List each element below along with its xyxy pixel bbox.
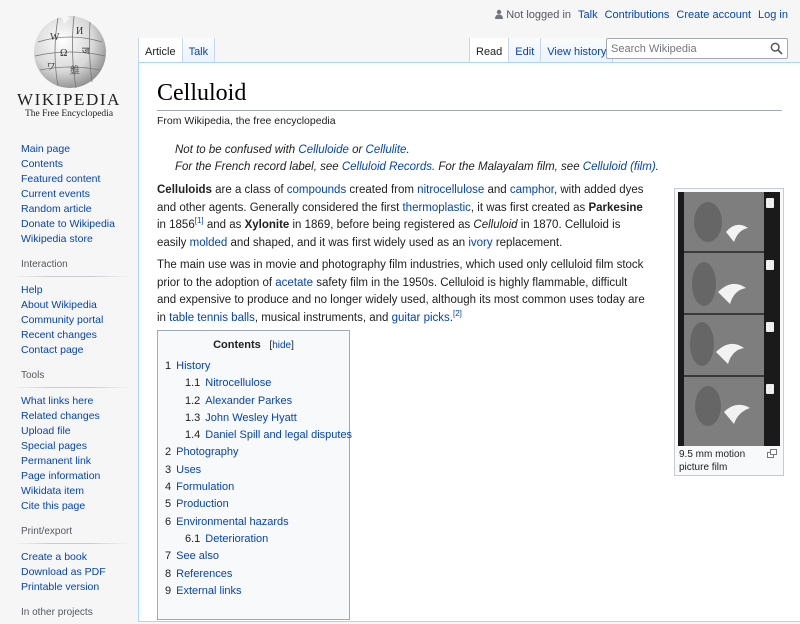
hatnote-text: . <box>406 144 410 156</box>
tab-edit-label[interactable]: Edit <box>515 46 535 58</box>
toc-item-link[interactable]: History <box>176 360 211 372</box>
page-title: Celluloid <box>157 79 782 111</box>
text: in 1869, before being registered as <box>289 219 474 231</box>
tab-edit[interactable] <box>509 38 541 63</box>
tab-article[interactable] <box>138 38 183 63</box>
not-logged-in-label: Not logged in <box>506 9 572 21</box>
paragraph-intro <box>157 182 647 252</box>
sidebar-heading-other-projects: In other projects <box>21 607 93 618</box>
sidebar-item-what-links-here[interactable]: What links here <box>21 395 94 407</box>
toc-item-link[interactable]: Deterioration <box>205 532 269 545</box>
link-ivory[interactable]: ivory <box>468 236 493 249</box>
tab-view-history-label[interactable]: View history <box>547 46 607 58</box>
sidebar-item-store[interactable]: Wikipedia store <box>21 233 93 245</box>
sidebar-item-wikidata-item[interactable]: Wikidata item <box>21 485 85 497</box>
thumbnail-caption: 9.5 mm motion picture film <box>679 449 746 473</box>
user-icon <box>494 9 504 19</box>
toc-list <box>165 358 352 600</box>
text: , musical instruments, and <box>254 311 392 324</box>
toc-item[interactable] <box>165 479 352 496</box>
sidebar-divider <box>12 276 130 277</box>
link-thermoplastic[interactable]: thermoplastic <box>402 201 471 214</box>
toc-item-number: 1.3 <box>185 411 201 424</box>
tab-read-label: Read <box>476 46 503 58</box>
sidebar-item-main-page[interactable]: Main page <box>21 143 71 155</box>
toc-hide-link[interactable]: hide <box>272 340 292 351</box>
toc-item[interactable] <box>165 548 352 565</box>
sidebar-heading-interaction: Interaction <box>21 259 68 270</box>
sidebar-item-page-information[interactable]: Page information <box>21 470 101 482</box>
personal-tools <box>494 8 788 21</box>
toc-item[interactable] <box>165 410 352 427</box>
wikipedia-logo[interactable] <box>0 0 138 128</box>
film-strip-image[interactable] <box>678 192 780 446</box>
sidebar-item-random-article[interactable]: Random article <box>21 203 92 215</box>
sidebar-item-cite-this-page[interactable]: Cite this page <box>21 500 86 512</box>
text: are a class of <box>211 184 287 196</box>
bold-term: Parkesine <box>588 201 643 214</box>
sidebar-interaction <box>0 259 138 358</box>
tab-talk[interactable] <box>183 38 216 63</box>
sidebar-tools <box>0 370 138 514</box>
toc-item-number: 7 <box>165 550 172 563</box>
toc-title <box>158 339 349 351</box>
bold-term: Celluloids <box>157 184 212 196</box>
sidebar-item-current-events[interactable]: Current events <box>21 188 90 200</box>
sidebar-item-printable-version[interactable]: Printable version <box>21 581 100 593</box>
sidebar-item-donate[interactable]: Donate to Wikipedia <box>21 218 115 230</box>
hatnote-text: Not to be confused with <box>175 144 299 156</box>
toc-item-link[interactable]: John Wesley Hyatt <box>205 411 297 424</box>
bold-term: Xylonite <box>244 219 290 231</box>
text: replacement. <box>492 236 563 249</box>
tab-view-history[interactable] <box>541 38 613 63</box>
sidebar-item-related-changes[interactable]: Related changes <box>21 410 100 422</box>
hatnote-text: . <box>655 161 659 173</box>
login-link[interactable]: Log in <box>758 8 788 21</box>
namespace-tabs <box>138 38 215 63</box>
toc-toggle[interactable]: [hide] <box>263 340 294 351</box>
link-acetate[interactable]: acetate <box>275 276 314 289</box>
text: created from <box>346 184 418 196</box>
svg-text:ज: ज <box>82 46 90 57</box>
hatnote-other-uses <box>175 161 659 173</box>
sidebar-print-export <box>0 526 138 595</box>
text: safety film in the 1950s. Celluloid is highly flammable, difficult and expensive to produce and no longer widely used, although its most common uses today are in <box>157 276 645 324</box>
sidebar-item-contact-page[interactable]: Contact page <box>21 344 84 356</box>
sidebar-divider <box>12 543 130 544</box>
magnify-icon[interactable] <box>767 449 778 458</box>
site-subtitle: From Wikipedia, the free encyclopedia <box>157 115 336 127</box>
toc-item[interactable] <box>165 375 352 392</box>
svg-text:W: W <box>50 32 60 43</box>
text: , with added dyes and other agents. Generally considered the first <box>157 184 644 214</box>
sidebar-item-special-pages[interactable]: Special pages <box>21 440 87 452</box>
link-guitar-picks[interactable]: guitar picks <box>391 311 450 324</box>
search-box[interactable] <box>606 38 788 59</box>
text: and as <box>203 219 245 231</box>
sidebar-heading-print-export: Print/export <box>21 526 73 537</box>
article-content <box>138 62 800 622</box>
text: in 1856 <box>157 219 195 231</box>
toc-item-number: 6.1 <box>185 532 201 545</box>
toc-item[interactable] <box>165 566 352 583</box>
link-camphor[interactable]: camphor <box>509 184 554 196</box>
text: and <box>484 184 510 196</box>
sidebar-item-create-book[interactable]: Create a book <box>21 551 87 563</box>
toc-item[interactable] <box>165 531 352 548</box>
toc-item-link[interactable]: Uses <box>176 463 202 476</box>
toc-item-link[interactable]: References <box>176 567 233 580</box>
link-compounds[interactable]: compounds <box>286 184 347 196</box>
toc-item[interactable] <box>165 583 352 600</box>
tab-read[interactable] <box>469 38 509 63</box>
toc-item-number: 1 <box>165 360 172 372</box>
svg-text:И: И <box>76 26 84 37</box>
toc-item-number: 1.1 <box>185 377 201 390</box>
text: , it was first created as <box>470 201 589 214</box>
toc-item-number: 6 <box>165 515 172 528</box>
toc-item-number: 1.2 <box>185 394 201 407</box>
citation-ref-2[interactable]: [2] <box>452 308 462 318</box>
toc-item-link[interactable]: External links <box>176 584 242 597</box>
toc-item[interactable] <box>165 358 352 375</box>
create-account-link[interactable]: Create account <box>676 8 752 21</box>
wikipedia-tagline: The Free Encyclopedia <box>24 109 114 119</box>
not-logged-in-status <box>494 8 571 21</box>
thumbnail <box>674 188 784 476</box>
sidebar-item-recent-changes[interactable]: Recent changes <box>21 329 97 341</box>
hatnote-text: For the French record label, see <box>175 161 342 173</box>
toc-item-number: 9 <box>165 584 172 597</box>
toc-item-link[interactable]: Nitrocellulose <box>205 377 272 390</box>
sidebar-item-download-pdf[interactable]: Download as PDF <box>21 566 106 578</box>
view-tabs <box>469 38 613 63</box>
toc-item[interactable] <box>165 514 352 531</box>
citation-ref-1[interactable]: [1] <box>194 216 204 226</box>
link-molded[interactable]: molded <box>189 236 228 249</box>
toc-item-link[interactable]: Daniel Spill and legal disputes <box>205 429 353 442</box>
sidebar-navigation <box>0 142 138 247</box>
toc-item-link[interactable]: See also <box>176 550 219 563</box>
toc-item-number: 4 <box>165 481 172 494</box>
toc-item-number: 2 <box>165 446 172 459</box>
tab-talk-label[interactable]: Talk <box>188 46 209 58</box>
link-celluloide[interactable]: Celluloide <box>298 144 349 156</box>
wikipedia-globe-icon <box>30 12 110 90</box>
svg-text:Ω: Ω <box>60 48 68 59</box>
svg-text:維: 維 <box>70 66 80 77</box>
wikipedia-wordmark: WIKIPEDIA <box>16 90 122 109</box>
hatnote-text: or <box>348 144 366 156</box>
text: . <box>449 311 453 324</box>
toc-item[interactable] <box>165 496 352 513</box>
link-celluloid-records[interactable]: Celluloid Records <box>341 161 432 173</box>
paragraph-uses <box>157 257 647 327</box>
sidebar-divider <box>12 387 130 388</box>
sidebar-item-contents[interactable]: Contents <box>21 158 64 170</box>
toc-item-link[interactable]: Production <box>176 498 229 511</box>
sidebar-item-featured-content[interactable]: Featured content <box>21 173 101 185</box>
sidebar <box>0 142 138 624</box>
text: The main use was in movie and photography film industries, which used only celluloid film stock prior to the adoption of <box>157 259 644 289</box>
table-of-contents <box>157 330 353 620</box>
toc-heading: Contents <box>213 339 261 351</box>
toc-item-number: 5 <box>165 498 172 511</box>
sidebar-item-community-portal[interactable]: Community portal <box>21 314 104 326</box>
toc-item-link[interactable]: Photography <box>176 446 239 459</box>
toc-item[interactable] <box>165 393 352 410</box>
toc-item-number: 8 <box>165 567 172 580</box>
sidebar-item-about[interactable]: About Wikipedia <box>21 299 97 311</box>
sidebar-item-upload-file[interactable]: Upload file <box>21 425 71 437</box>
toc-item-link[interactable]: Alexander Parkes <box>205 394 293 407</box>
toc-item[interactable] <box>165 444 352 461</box>
sidebar-heading-tools: Tools <box>21 370 45 381</box>
italic-term: Celluloid <box>473 219 518 231</box>
toc-item-number: 3 <box>165 463 172 476</box>
hatnote-confusion <box>175 144 410 156</box>
link-table-tennis-balls[interactable]: table tennis balls <box>169 311 255 324</box>
toc-item-number: 1.4 <box>185 429 201 442</box>
sidebar-item-help[interactable]: Help <box>21 284 43 296</box>
film-strip-graphic <box>678 192 780 446</box>
text: and shaped, and it was first widely used as an <box>227 236 469 249</box>
search-icon[interactable] <box>770 42 783 55</box>
link-cellulite[interactable]: Cellulite <box>365 144 407 156</box>
search-input[interactable] <box>611 43 767 55</box>
toc-item-link[interactable]: Formulation <box>176 481 235 494</box>
link-nitrocellulose[interactable]: nitrocellulose <box>417 184 485 196</box>
svg-text:ワ: ワ <box>46 62 56 73</box>
toc-item[interactable] <box>165 427 352 444</box>
talk-link[interactable]: Talk <box>578 8 598 21</box>
toc-item[interactable] <box>165 462 352 479</box>
toc-item-link[interactable]: Environmental hazards <box>176 515 289 528</box>
sidebar-other-projects <box>0 607 138 618</box>
link-celluloid-film[interactable]: Celluloid (film) <box>582 161 656 173</box>
tab-article-label: Article <box>145 46 176 58</box>
sidebar-item-permanent-link[interactable]: Permanent link <box>21 455 92 467</box>
text: in 1870. Celluloid is easily <box>157 219 621 249</box>
hatnote-text: . For the Malayalam film, see <box>431 161 583 173</box>
contributions-link[interactable]: Contributions <box>604 8 670 21</box>
